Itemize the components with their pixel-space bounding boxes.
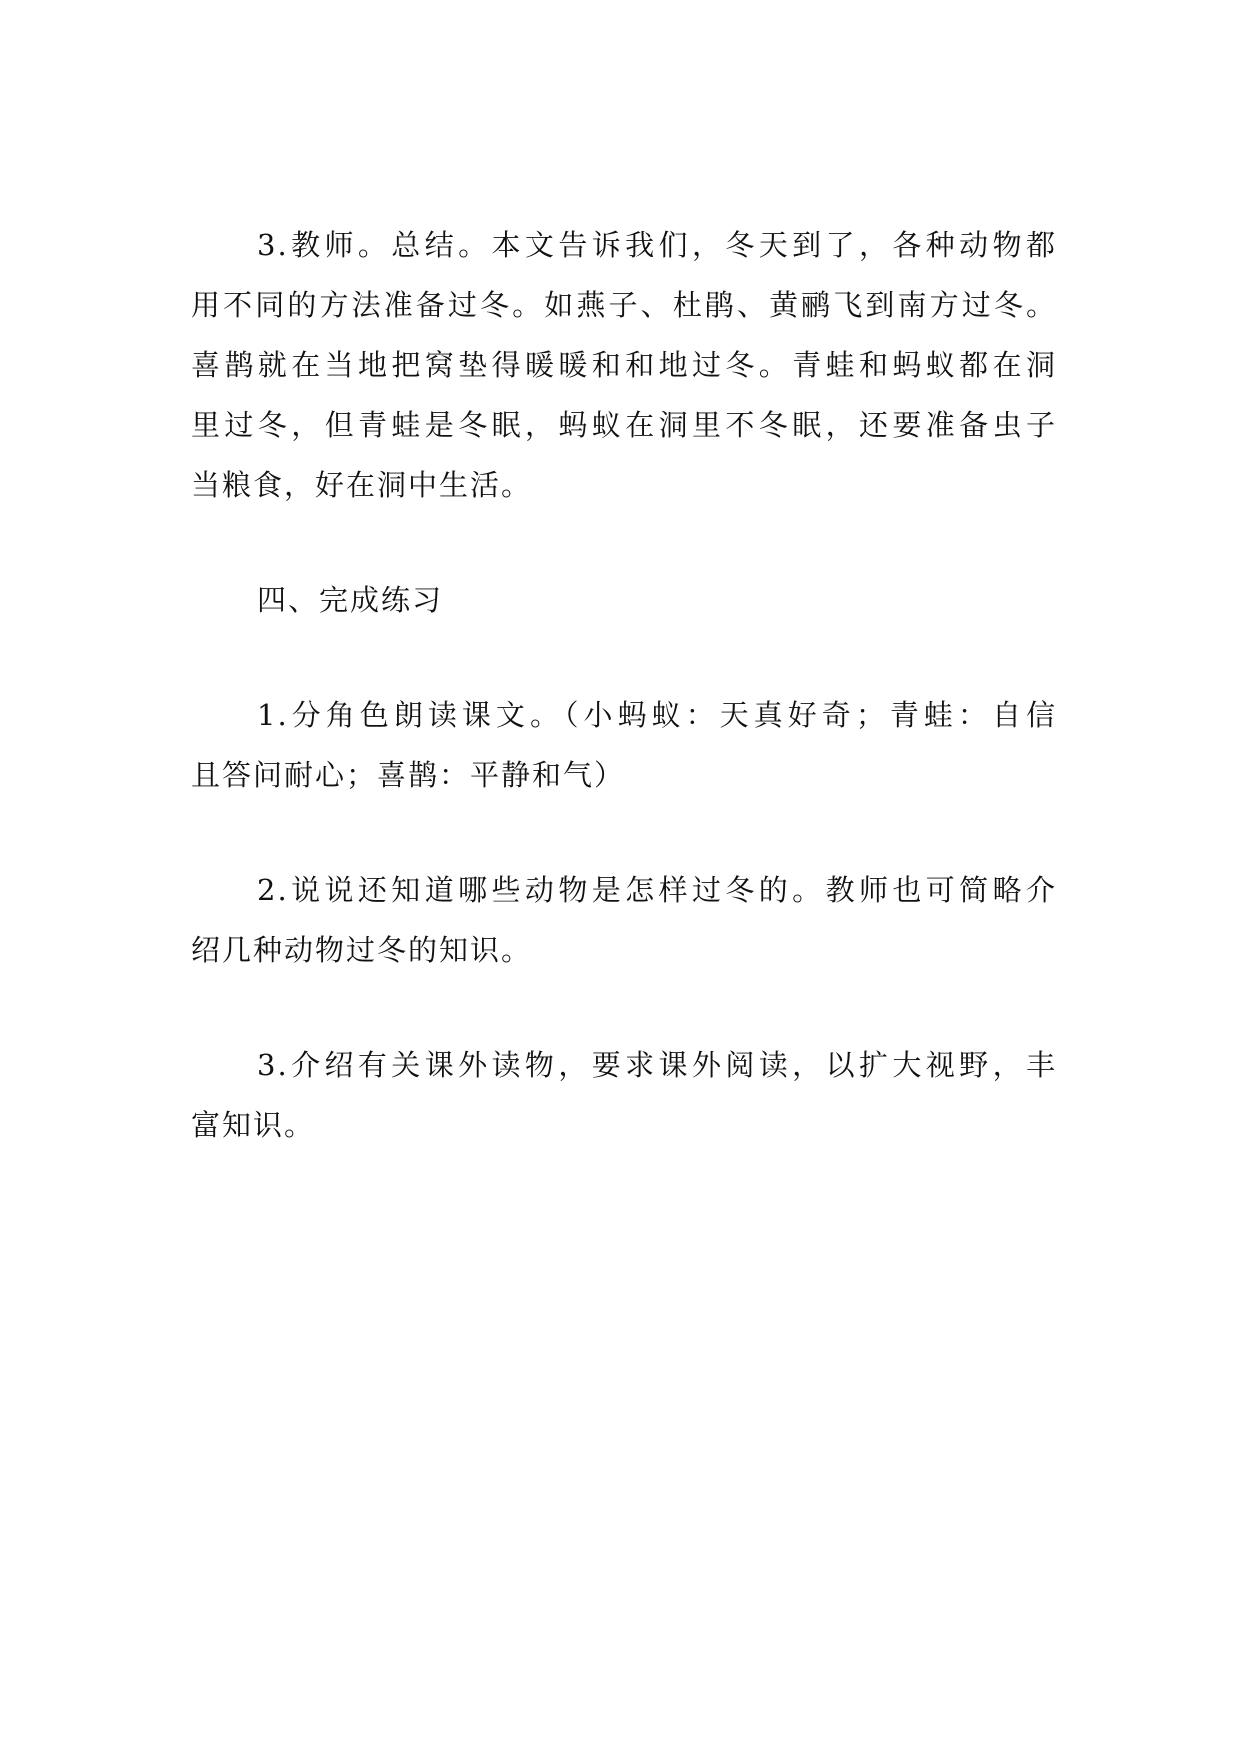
text-line: 当粮食，好在洞中生活。 [191, 468, 533, 502]
text-line: 里过冬，但青蛙是冬眠，蚂蚁在洞里不冬眠，还要准备虫子 [191, 408, 1057, 442]
heading-line: 四、完成练习 [257, 583, 444, 617]
text-line: 3.介绍有关课外读物，要求课外阅读，以扩大视野，丰 [257, 1048, 1057, 1082]
text-line: 2.说说还知道哪些动物是怎样过冬的。教师也可简略介 [257, 873, 1057, 907]
text-line: 用不同的方法准备过冬。如燕子、杜鹃、黄鹂飞到南方过冬。 [191, 288, 1057, 322]
section-heading [191, 570, 1057, 630]
exercise-item-2 [191, 860, 1057, 980]
text-line: 且答问耐心；喜鹊：平静和气） [191, 758, 626, 792]
text-line: 3.教师。总结。本文告诉我们，冬天到了，各种动物都 [257, 228, 1057, 262]
document-body [191, 215, 1057, 1210]
text-line: 绍几种动物过冬的知识。 [191, 933, 533, 967]
exercise-item-3 [191, 1035, 1057, 1155]
exercise-item-1 [191, 685, 1057, 805]
text-line: 1.分角色朗读课文。（小蚂蚁：天真好奇；青蛙：自信 [257, 698, 1057, 732]
text-line: 喜鹊就在当地把窝垫得暖暖和和地过冬。青蛙和蚂蚁都在洞 [191, 348, 1057, 382]
paragraph-summary [191, 215, 1057, 515]
text-line: 富知识。 [191, 1108, 316, 1142]
